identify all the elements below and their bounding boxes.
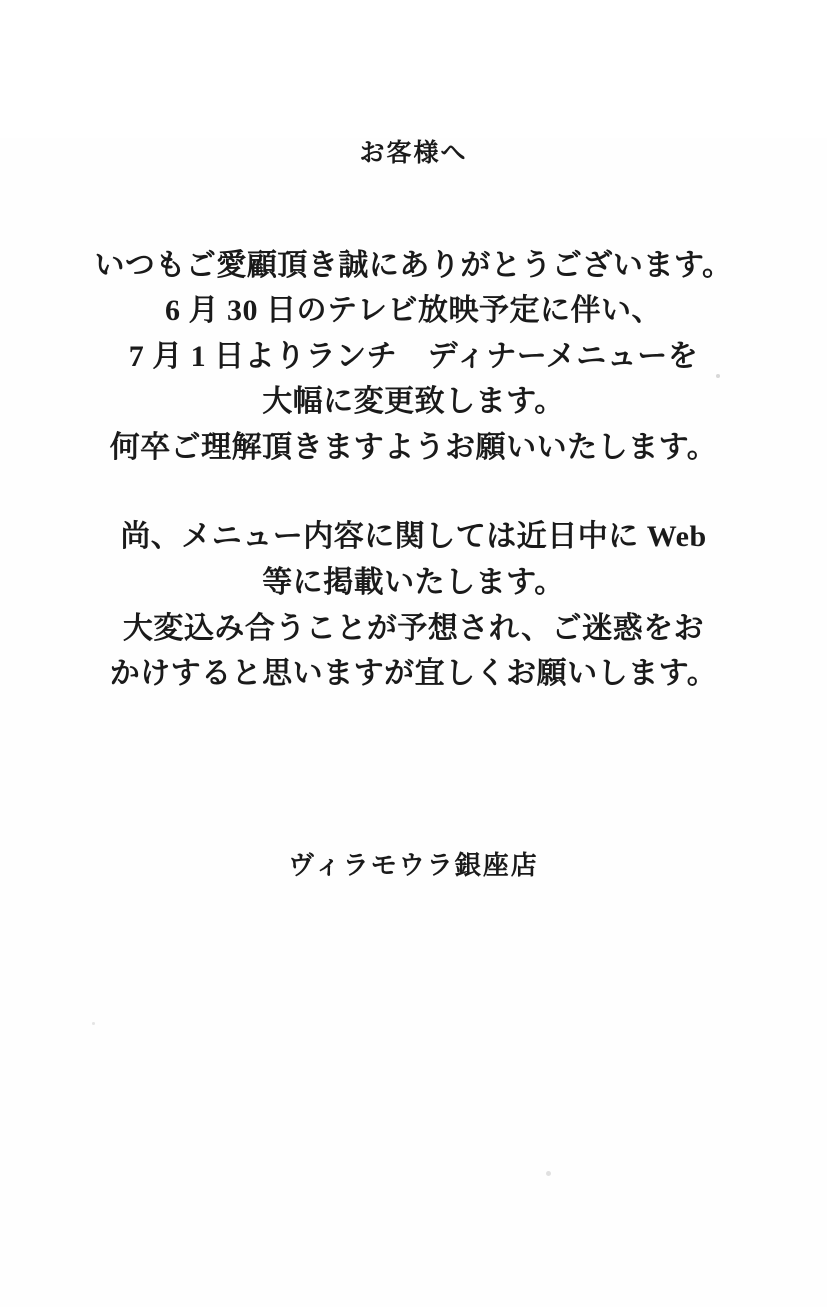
notice-page — [0, 138, 827, 1307]
page-title: お客様へ — [359, 140, 468, 167]
paragraph-spacer — [0, 470, 827, 514]
paragraph-second — [0, 514, 827, 696]
body-line: 何卒ご理解頂きますようお願いいたします。 — [109, 430, 718, 464]
paragraph-first — [0, 243, 827, 471]
paper-speck-icon — [546, 1171, 551, 1176]
body-line: 6 月 30 日のテレビ放映予定に伴い、 — [165, 294, 662, 328]
body-line: 大変込み合うことが予想され、ご迷惑をお — [122, 611, 705, 645]
body-line: 7 月 1 日よりランチ ディナーメニューを — [128, 339, 699, 373]
signature-store-name: ヴィラモウラ銀座店 — [288, 850, 539, 880]
body-line: 等に掲載いたします。 — [262, 566, 565, 600]
body-line: かけすると思いますが宜しくお願いします。 — [109, 657, 718, 691]
body-line: 大幅に変更致します。 — [262, 385, 565, 419]
paper-speck-icon — [92, 1022, 95, 1025]
body-line: いつもご愛顧頂き誠にありがとうございます。 — [94, 248, 733, 282]
body-line: 尚、メニュー内容に関しては近日中に Web — [120, 520, 707, 554]
paper-speck-icon — [716, 374, 720, 378]
notice-body — [0, 243, 827, 697]
